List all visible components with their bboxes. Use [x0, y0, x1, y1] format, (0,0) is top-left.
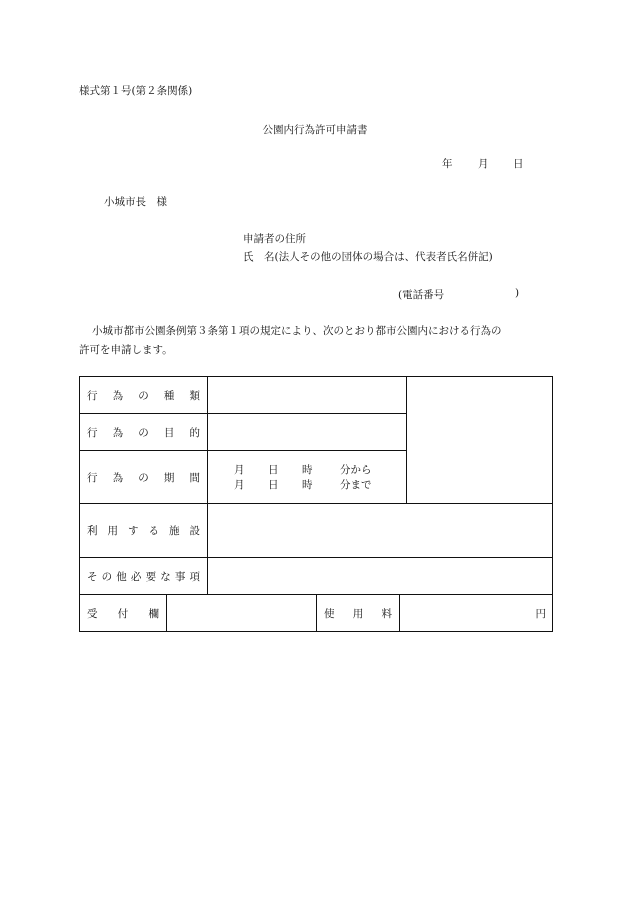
- label-char: 用: [352, 607, 364, 620]
- period-to-day: 日: [268, 479, 279, 491]
- label-char: 目: [163, 426, 175, 439]
- label-char: 間: [189, 471, 200, 484]
- label-char: 用: [107, 525, 118, 537]
- facility-field[interactable]: [208, 504, 553, 558]
- other-matters-field[interactable]: [208, 558, 553, 595]
- period-from-hour: 時: [302, 464, 313, 476]
- label-char: 必: [130, 570, 142, 583]
- row-label-action-type: [80, 377, 208, 414]
- action-type-field[interactable]: [208, 377, 407, 414]
- action-period-field[interactable]: [208, 451, 407, 504]
- label-char: 要: [145, 570, 157, 583]
- label-char: 類: [189, 389, 200, 402]
- label-char: の: [138, 389, 149, 402]
- label-char: 行: [87, 389, 98, 402]
- label-char: 他: [116, 570, 127, 583]
- period-from-minute: 分から: [340, 464, 372, 476]
- fee-unit: 円: [535, 607, 547, 620]
- applicant-name-label: 氏 名(法人その他の団体の場合は、代表者氏名併記): [243, 251, 493, 263]
- label-char: 期: [163, 471, 175, 484]
- label-char: 事: [174, 570, 186, 583]
- label-char: 設: [189, 525, 200, 537]
- fee-label: [317, 595, 400, 632]
- body-text-line1: 小城市都市公園条例第３条第１項の規定により、次のとおり都市公園内における行為の: [92, 325, 502, 337]
- addressee: 小城市長 様: [104, 196, 167, 208]
- date-day: 日: [513, 158, 524, 170]
- document-title: 公園内行為許可申請書: [262, 124, 368, 136]
- table-row: [80, 558, 553, 595]
- period-to: [208, 477, 406, 492]
- form-number: 様式第１号(第２条関係): [79, 85, 193, 97]
- phone-label: (電話番号: [398, 289, 445, 301]
- period-from-month: 月: [234, 464, 245, 476]
- reception-field[interactable]: [167, 595, 317, 632]
- label-char: 使: [324, 607, 335, 620]
- period-from-day: 日: [268, 464, 279, 476]
- label-char: 利: [87, 525, 98, 537]
- date-month: 月: [478, 158, 489, 170]
- period-to-hour: 時: [302, 479, 313, 491]
- label-char: 施: [169, 525, 180, 537]
- period-to-minute: 分まで: [340, 479, 372, 491]
- label-char: 種: [163, 389, 175, 402]
- period-from: [208, 462, 406, 477]
- label-char: 行: [87, 471, 98, 484]
- table-row: [80, 377, 553, 414]
- label-char: 行: [87, 426, 98, 439]
- label-char: の: [101, 570, 113, 583]
- label-char: 的: [189, 426, 200, 439]
- label-char: の: [138, 426, 149, 439]
- label-char: 為: [112, 471, 124, 484]
- label-char: 項: [189, 570, 200, 583]
- application-table: [79, 376, 553, 632]
- label-char: る: [148, 525, 159, 537]
- label-char: の: [138, 471, 149, 484]
- action-purpose-field[interactable]: [208, 414, 407, 451]
- label-char: 為: [112, 389, 124, 402]
- date-year: 年: [442, 158, 453, 170]
- label-char: す: [128, 525, 139, 537]
- table-row: [80, 595, 553, 632]
- label-char: 付: [117, 607, 129, 620]
- row-label-action-period: [80, 451, 208, 504]
- label-char: 為: [112, 426, 124, 439]
- fee-field[interactable]: [400, 595, 553, 632]
- row-label-other-matters: [80, 558, 208, 595]
- table-row: [80, 504, 553, 558]
- label-char: 料: [381, 607, 392, 620]
- row-label-action-purpose: [80, 414, 208, 451]
- row-label-facility: [80, 504, 208, 558]
- label-char: 受: [87, 607, 98, 620]
- reception-label: [80, 595, 167, 632]
- applicant-address-label: 申請者の住所: [243, 233, 306, 245]
- label-char: な: [160, 570, 171, 583]
- period-to-month: 月: [234, 479, 245, 491]
- body-text-line2: 許可を申請します。: [79, 344, 173, 356]
- label-char: 欄: [148, 607, 159, 620]
- notes-area: [407, 377, 553, 504]
- phone-close: ): [515, 287, 520, 299]
- label-char: そ: [87, 570, 98, 583]
